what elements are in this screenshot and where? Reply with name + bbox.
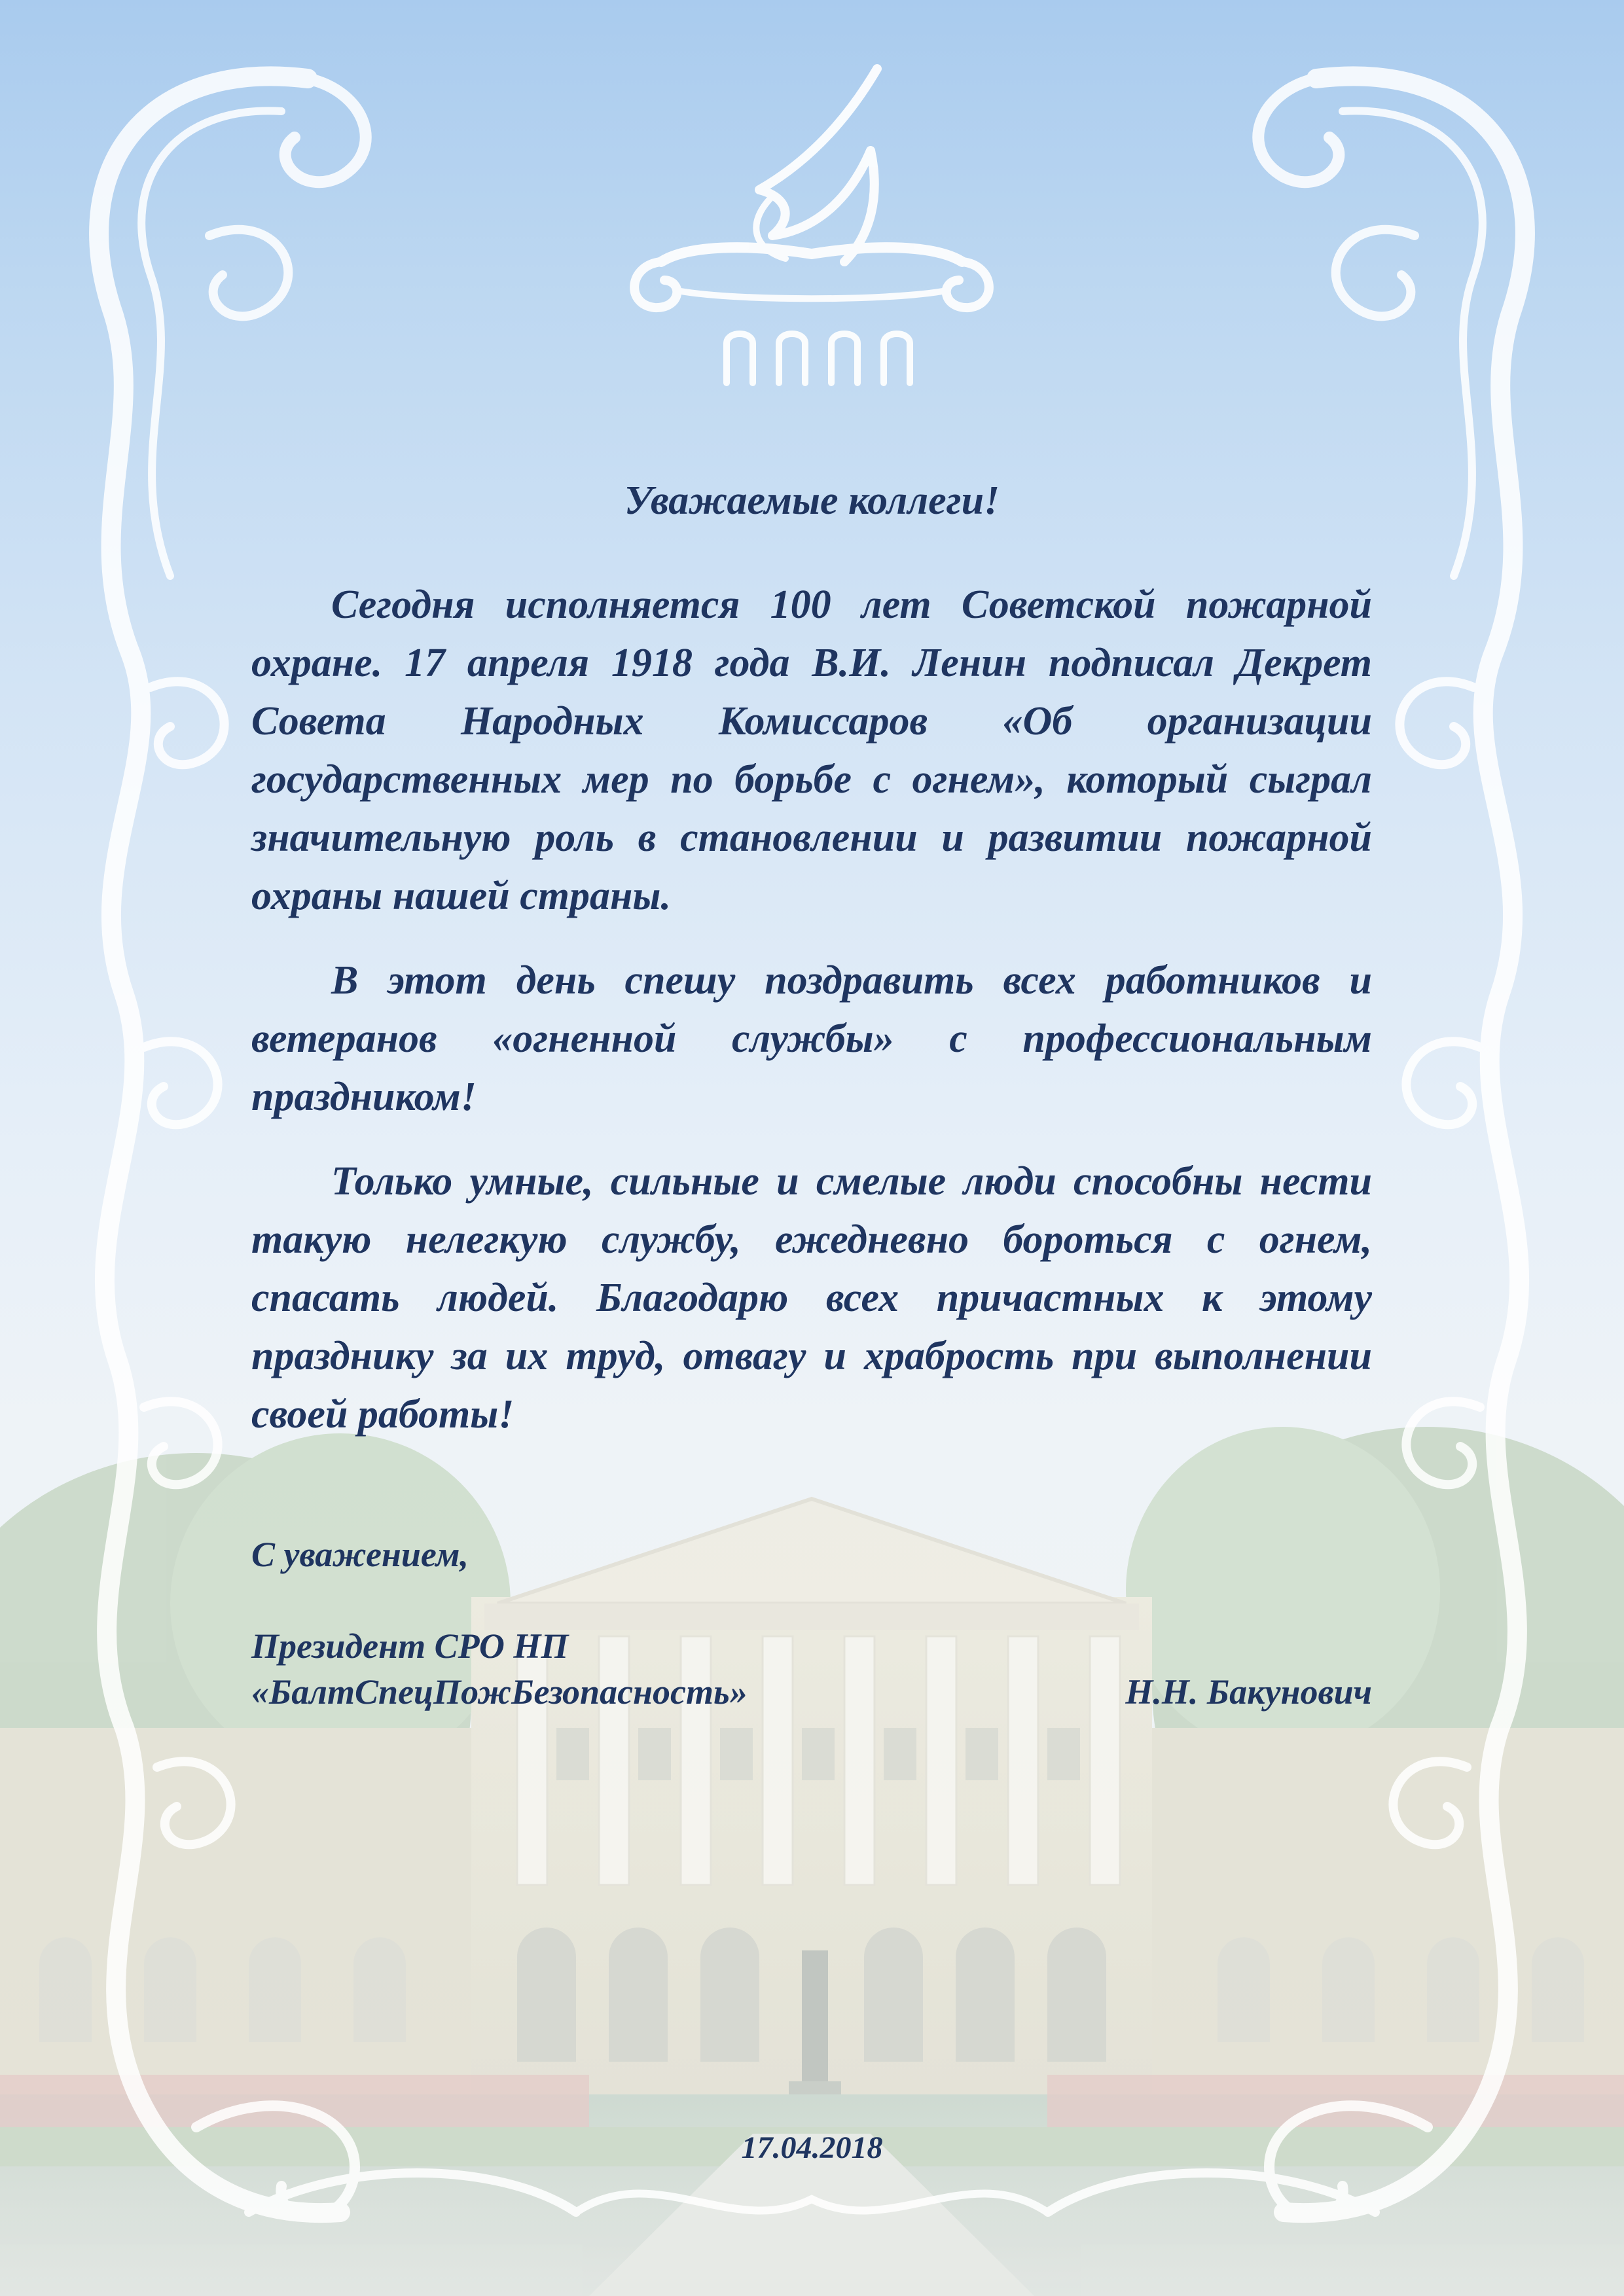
letter-body	[251, 576, 1372, 1470]
letter-paragraph: В этот день спешу поздравить всех работников и ветеранов «огненной службы» с профессиональным праздником!	[251, 958, 1372, 1119]
signer-name: Н.Н. Бакунович	[1125, 1672, 1372, 1712]
letter-paragraph: Сегодня исполняется 100 лет Советской пожарной охране. 17 апреля 1918 года В.И. Ленин подписал Декрет Совета Народных Комиссаров «Об организации государственных мер по борьбе с огнем», который сыграл значительную роль в становлении и развитии пожарной охраны нашей страны.	[251, 583, 1372, 918]
signer-organization: «БалтСпецПожБезопасность»	[251, 1672, 748, 1712]
letter-paragraph: Только умные, сильные и смелые люди способны нести такую нелегкую службу, ежедневно бороться с огнем, спасать людей. Благодарю всех причастных к этому празднику за их труд, отвагу и храбрость при выполнении своей работы!	[251, 1159, 1372, 1437]
letter-closing: С уважением,	[251, 1535, 469, 1574]
letter-greeting: Уважаемые коллеги!	[624, 478, 1000, 523]
letter-date: 17.04.2018	[741, 2130, 883, 2165]
signature-block	[251, 1623, 1372, 1715]
signer-role: Президент СРО НП	[251, 1626, 569, 1666]
